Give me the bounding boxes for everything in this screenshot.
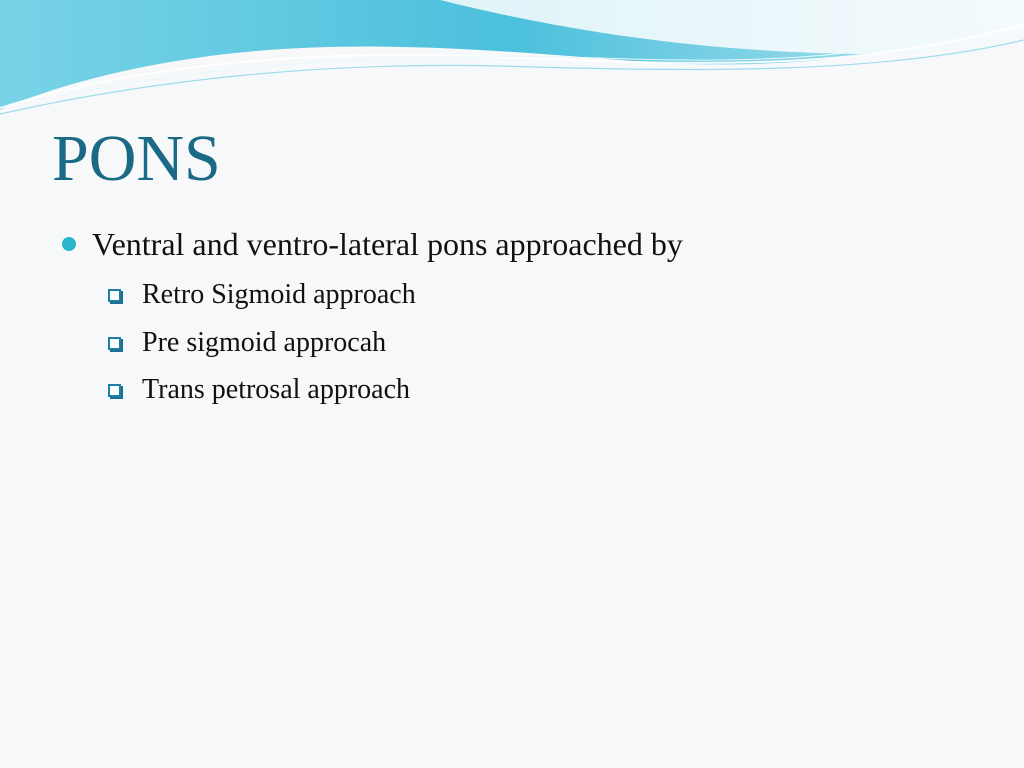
- bullet-text: Ventral and ventro-lateral pons approached by: [92, 226, 683, 262]
- header-wave-decoration: [0, 0, 1024, 120]
- filled-circle-bullet-icon: [62, 237, 76, 251]
- sub-bullet-item: [62, 278, 992, 312]
- sub-bullet-text: Pre sigmoid approcah: [142, 326, 387, 358]
- bullet-list: [62, 224, 992, 407]
- bullet-item: [62, 224, 992, 264]
- hollow-square-bullet-icon: [108, 289, 121, 302]
- sub-bullet-item: [62, 326, 992, 360]
- hollow-square-bullet-icon: [108, 337, 121, 350]
- sub-bullet-text: Trans petrosal approach: [142, 374, 411, 406]
- slide-title: PONS: [52, 122, 221, 195]
- sub-bullet-text: Retro Sigmoid approach: [142, 279, 416, 310]
- hollow-square-bullet-icon: [108, 384, 121, 397]
- sub-bullet-item: [62, 373, 992, 407]
